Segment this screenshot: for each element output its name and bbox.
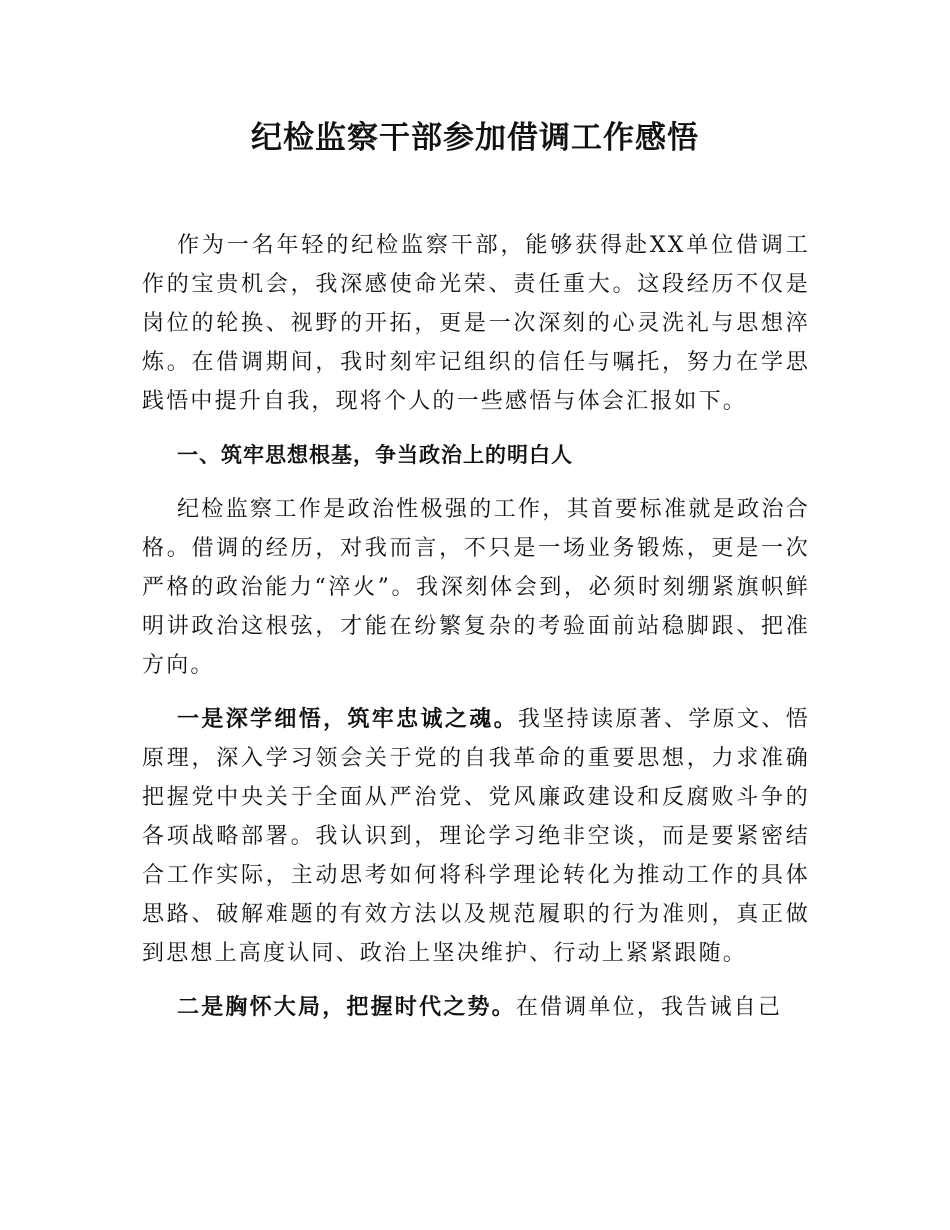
point-two-paragraph — [142, 988, 810, 1027]
document-title: 纪检监察干部参加借调工作感悟 — [251, 120, 699, 156]
point-one-text: 我坚持读原著、学原文、悟原理，深入学习领会关于党的自我革命的重要思想，力求准确把握党中央关于全面从严治党、党风廉政建设和反腐败斗争的各项战略部署。我认识到，理论学习绝非空谈，而是要紧密结合工作实际，主动思考如何将科学理论转化为推动工作的具体思路、破解难题的有效方法以及规范履职的行为准则，真正做到思想上高度认同、政治上坚决维护、行动上紧紧跟随。 — [142, 707, 810, 966]
point-one-paragraph — [142, 700, 810, 973]
point-one-lead: 一是深学细悟，筑牢忠诚之魂。 — [177, 706, 518, 732]
point-two-lead: 二是胸怀大局，把握时代之势。 — [177, 994, 516, 1020]
document-body — [142, 226, 810, 1042]
section-heading: 一、筑牢思想根基，争当政治上的明白人 — [177, 443, 573, 467]
point-two-text: 在借调单位，我告诫自己 — [515, 995, 783, 1020]
intro-paragraph: 作为一名年轻的纪检监察干部，能够获得赴XX单位借调工作的宝贵机会，我深感使命光荣、责任重大。这段经历不仅是岗位的轮换、视野的开拓，更是一次深刻的心灵洗礼与思想淬炼。在借调期间，我时刻牢记组织的信任与嘱托，努力在学思践悟中提升自我，现将个人的一些感悟与体会汇报如下。 — [142, 233, 810, 414]
section-paragraph: 纪检监察工作是政治性极强的工作，其首要标准就是政治合格。借调的经历，对我而言，不只是一场业务锻炼，更是一次严格的政治能力“淬火”。我深刻体会到，必须时刻绷紧旗帜鲜明讲政治这根弦，才能在纷繁复杂的考验面前站稳脚跟、把准方向。 — [142, 497, 810, 678]
